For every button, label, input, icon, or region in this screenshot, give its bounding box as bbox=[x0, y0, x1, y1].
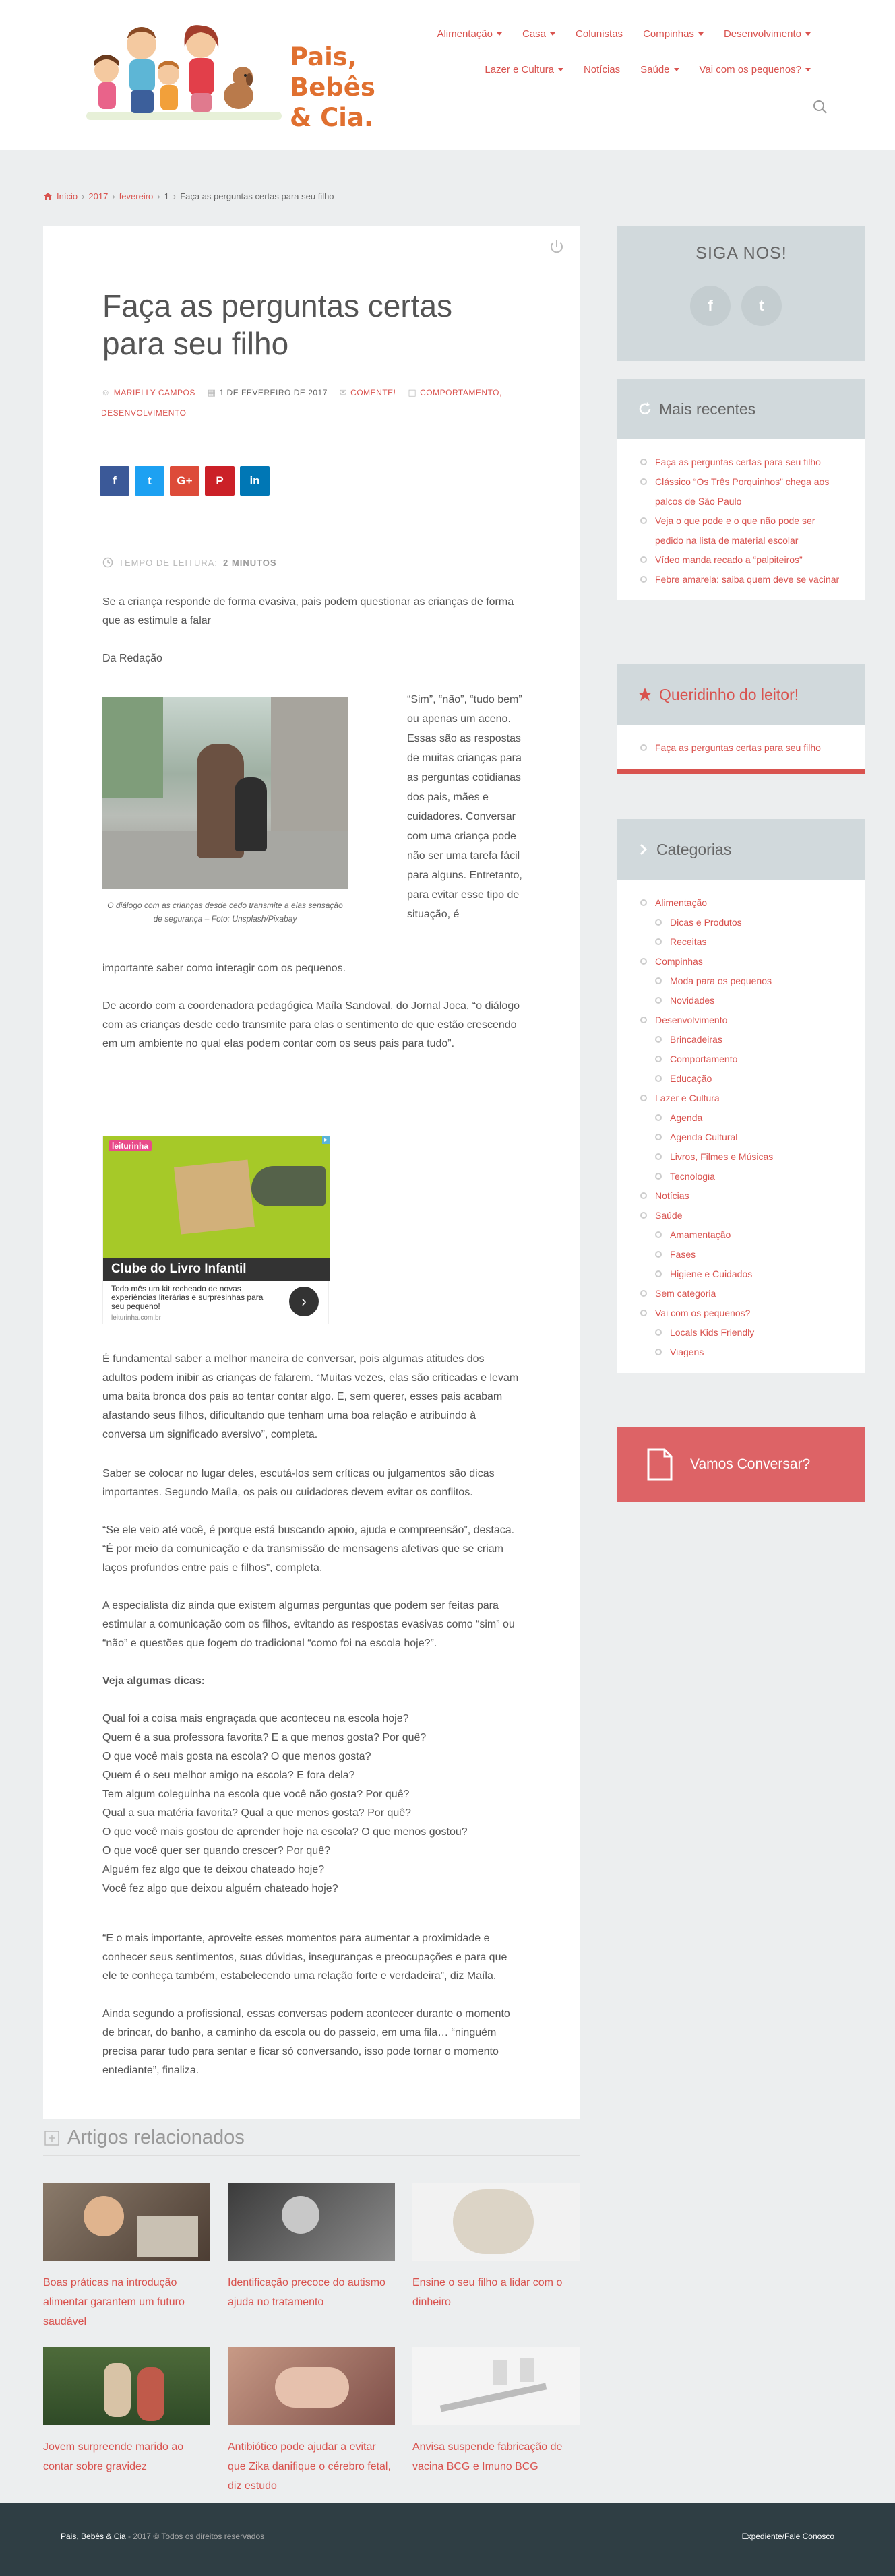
main-nav-row-2 bbox=[474, 64, 821, 75]
caret-down-icon bbox=[674, 68, 679, 71]
related-article-title: Anvisa suspende fabricação de vacina BCG e Imuno BCG bbox=[412, 2441, 563, 2472]
caret-down-icon bbox=[550, 32, 555, 36]
related-article-thumbnail bbox=[412, 2347, 580, 2425]
recent-posts-widget bbox=[617, 379, 865, 600]
subcategory-item[interactable]: Agenda Cultural bbox=[640, 1128, 845, 1147]
related-article-thumbnail bbox=[43, 2183, 210, 2261]
favorite-post-item[interactable]: Faça as perguntas certas para seu filho bbox=[640, 738, 845, 758]
bullet-icon bbox=[640, 958, 647, 965]
related-article-title: Jovem surpreende marido ao contar sobre gravidez bbox=[43, 2441, 184, 2472]
breadcrumb-separator: › bbox=[173, 191, 177, 201]
bullet-icon bbox=[655, 1231, 662, 1238]
favorite-list bbox=[617, 725, 865, 769]
nav-item-desenvolvimento[interactable]: Desenvolvimento bbox=[714, 28, 821, 40]
bullet-icon bbox=[640, 1290, 647, 1297]
follow-facebook-button[interactable] bbox=[690, 286, 731, 326]
footer-copyright: Pais, Bebês & Cia - 2017 © Todos os direitos reservados bbox=[61, 2532, 265, 2541]
bullet-icon bbox=[655, 1056, 662, 1062]
breadcrumb-separator: › bbox=[157, 191, 160, 201]
related-article-title: Boas práticas na introdução alimentar garantem um futuro saudável bbox=[43, 2277, 185, 2327]
meta-category-2[interactable]: DESENVOLVIMENTO bbox=[101, 408, 187, 418]
clock-icon bbox=[102, 557, 113, 568]
bullet-icon bbox=[655, 938, 662, 945]
related-article-thumbnail bbox=[228, 2183, 395, 2261]
bullet-icon bbox=[640, 1310, 647, 1316]
article-paragraph: Ainda segundo a profissional, essas conversas podem acontecer durante o momento de brincar, do banho, a caminho da escola ou do passeio, em uma fila… “ninguém precisa parar tudo para sentar e ficar só conversando, isso pode tornar o momento entediante”, finaliza. bbox=[102, 2008, 510, 2076]
related-article-thumbnail bbox=[228, 2347, 395, 2425]
subcategory-item[interactable]: Fases bbox=[640, 1245, 845, 1264]
subcategory-item[interactable]: Higiene e Cuidados bbox=[640, 1264, 845, 1284]
nav-item-alimentacao[interactable]: Alimentação bbox=[427, 28, 512, 40]
tip-item: Quem é a sua professora favorita? E a que menos gosta? Por quê? bbox=[102, 1732, 427, 1743]
ad-choices-icon[interactable]: ▸ bbox=[322, 1136, 330, 1144]
recent-post-item[interactable]: Febre amarela: saiba quem deve se vacinar bbox=[640, 570, 845, 589]
category-item[interactable]: Sem categoria bbox=[640, 1284, 845, 1303]
share-twitter-button[interactable] bbox=[135, 466, 164, 496]
ad-brand: leiturinha bbox=[109, 1140, 152, 1151]
tips-heading: Veja algumas dicas: bbox=[102, 1675, 206, 1687]
subcategory-item[interactable]: Tecnologia bbox=[640, 1167, 845, 1186]
subcategory-item[interactable]: Amamentação bbox=[640, 1225, 845, 1245]
category-item[interactable]: Lazer e Cultura bbox=[640, 1089, 845, 1108]
family-illustration bbox=[86, 18, 282, 125]
recent-post-item[interactable]: Clássico “Os Três Porquinhos” chega aos palcos de São Paulo bbox=[640, 472, 845, 511]
favorite-heading: Queridinho do leitor! bbox=[617, 664, 865, 725]
article-paragraph: De acordo com a coordenadora pedagógica Maíla Sandoval, do Jornal Joca, “o diálogo com as crianças desde cedo transmite para elas o sentimento de que estão crescendo em um ambiente no qual elas podem contar com os seus pais para tudo”. bbox=[102, 1000, 520, 1050]
recent-post-item[interactable]: Vídeo manda recado a “palpiteiros” bbox=[640, 550, 845, 570]
bullet-icon bbox=[640, 1192, 647, 1199]
meta-category[interactable]: ◫ COMPORTAMENTO, bbox=[408, 383, 501, 403]
follow-widget bbox=[617, 226, 865, 361]
article-photo bbox=[102, 697, 348, 889]
related-article-title: Antibiótico pode ajudar a evitar que Zika danifique o cérebro fetal, diz estudo bbox=[228, 2441, 391, 2492]
reading-time: TEMPO DE LEITURA: 2 MINUTOS bbox=[102, 557, 277, 568]
nav-item-saude[interactable]: Saúde bbox=[630, 64, 689, 75]
recent-post-item[interactable]: Veja o que pode e o que não pode ser pedido na lista de material escolar bbox=[640, 511, 845, 550]
related-article-card[interactable] bbox=[412, 2347, 580, 2476]
bullet-icon bbox=[655, 1153, 662, 1160]
share-google-button[interactable] bbox=[170, 466, 199, 496]
breadcrumb bbox=[43, 191, 334, 201]
related-article-thumbnail bbox=[412, 2183, 580, 2261]
follow-title: SIGA NOS! bbox=[696, 244, 787, 263]
subcategory-item[interactable]: Agenda bbox=[640, 1108, 845, 1128]
bullet-icon bbox=[655, 919, 662, 926]
bullet-icon bbox=[655, 1036, 662, 1043]
article-paragraph: Saber se colocar no lugar deles, escutá-los sem críticas ou julgamentos são dicas importantes. Segundo Maíla, os pais ou cuidadores devem evitar os conflitos. bbox=[102, 1468, 495, 1498]
facebook-icon: f bbox=[113, 474, 117, 487]
google-plus-icon: G+ bbox=[177, 474, 193, 487]
twitter-icon: t bbox=[148, 474, 152, 487]
chevron-right-icon bbox=[638, 843, 650, 856]
footer-contact-link[interactable]: Expediente/Fale Conosco bbox=[741, 2532, 834, 2541]
photo-caption: O diálogo com as crianças desde cedo transmite a elas sensação de segurança – Foto: Unsplash/Pixabay bbox=[107, 901, 343, 924]
bullet-icon bbox=[655, 1173, 662, 1180]
article-byline: Da Redação bbox=[102, 653, 162, 664]
bullet-icon bbox=[655, 1349, 662, 1355]
category-item[interactable]: Compinhas bbox=[640, 952, 845, 971]
ad-image bbox=[103, 1136, 330, 1258]
subcategory-item[interactable]: Dicas e Produtos bbox=[640, 913, 845, 932]
recent-posts-heading: Mais recentes bbox=[617, 379, 865, 439]
meta-author[interactable]: ☺ MARIELLY CAMPOS bbox=[101, 383, 195, 403]
twitter-icon: t bbox=[759, 297, 764, 314]
related-article-card[interactable] bbox=[412, 2183, 580, 2312]
related-article-card[interactable] bbox=[228, 2183, 395, 2312]
related-heading: Artigos relacionados bbox=[43, 2121, 580, 2156]
advertisement[interactable] bbox=[102, 1136, 329, 1324]
tip-item: O que você mais gostou de aprender hoje na escola? O que menos gostou? bbox=[102, 1826, 468, 1838]
share-linkedin-button[interactable] bbox=[240, 466, 270, 496]
ad-description: Todo mês um kit recheado de novas experiências literárias e surpresinhas para seu pequeno! bbox=[111, 1284, 264, 1311]
article-title: Faça as perguntas certas para seu filho bbox=[102, 288, 453, 361]
bullet-icon bbox=[655, 1075, 662, 1082]
tips-list bbox=[102, 1710, 520, 1898]
article-paragraph-intro: “Sim”, “não”, “tudo bem” ou apenas um aceno. Essas são as respostas de muitas crianças para as perguntas cotidianas dos pais, mães e cuidadores. Conversar com uma criança pode não ser uma tarefa fácil para alguns. Entretanto, para evitar esse tipo de situação, é bbox=[407, 694, 522, 920]
article-lead: Se a criança responde de forma evasiva, pais podem questionar as crianças de forma que as estimule a falar bbox=[102, 596, 514, 626]
breadcrumb-separator: › bbox=[112, 191, 115, 201]
favorite-accent-bar bbox=[617, 769, 865, 774]
breadcrumb-current: Faça as perguntas certas para seu filho bbox=[180, 191, 334, 201]
bullet-icon bbox=[640, 899, 647, 906]
tip-item: Tem algum coleguinha na escola que você não gosta? Por quê? bbox=[102, 1789, 410, 1800]
breadcrumb-day[interactable]: 1 bbox=[164, 191, 169, 201]
breadcrumb-month[interactable]: fevereiro bbox=[119, 191, 154, 201]
categories-list bbox=[617, 880, 865, 1373]
logo-wordmark: Pais, Bebês & Cia. bbox=[290, 42, 375, 132]
caret-down-icon bbox=[698, 32, 704, 36]
tip-item: Qual foi a coisa mais engraçada que aconteceu na escola hoje? bbox=[102, 1713, 409, 1725]
tip-item: Você fez algo que deixou alguém chateado hoje? bbox=[102, 1883, 338, 1894]
nav-item-colunistas[interactable]: Colunistas bbox=[576, 28, 623, 40]
bullet-icon bbox=[655, 1134, 662, 1140]
user-icon: ☺ bbox=[101, 387, 111, 397]
site-header bbox=[0, 0, 895, 150]
tip-item: Alguém fez algo que te deixou chateado hoje? bbox=[102, 1864, 325, 1875]
plus-square-icon bbox=[43, 2129, 61, 2147]
ad-url: leiturinha.com.br bbox=[111, 1314, 161, 1322]
category-item[interactable]: Saúde bbox=[640, 1206, 845, 1225]
recent-post-item[interactable]: Faça as perguntas certas para seu filho bbox=[640, 453, 845, 472]
categories-widget bbox=[617, 819, 865, 1373]
article-paragraph: É fundamental saber a melhor maneira de conversar, pois algumas atitudes dos adultos podem inibir as crianças de falarem. “Muitas vezes, elas são criticadas e levam uma baita bronca dos pais ao tentar contar algo. E, sem querer, esses pais acabam afastando seus filhos, dificultando que tenham uma boa relação e atribuindo à conversa um significado aversivo”, completa. bbox=[102, 1353, 519, 1440]
breadcrumb-year[interactable]: 2017 bbox=[88, 191, 109, 201]
meta-comment[interactable]: ✉ COMENTE! bbox=[340, 383, 396, 403]
caret-down-icon bbox=[558, 68, 563, 71]
subcategory-item[interactable]: Locals Kids Friendly bbox=[640, 1323, 845, 1343]
recent-posts-list bbox=[617, 439, 865, 600]
calendar-icon: ▦ bbox=[207, 387, 216, 397]
bullet-icon bbox=[640, 1095, 647, 1101]
search-icon bbox=[811, 98, 829, 116]
nav-item-vai-com-pequenos[interactable]: Vai com os pequenos? bbox=[689, 64, 822, 75]
related-article-thumbnail bbox=[43, 2347, 210, 2425]
ad-title: Clube do Livro Infantil bbox=[103, 1258, 330, 1281]
related-article-title: Ensine o seu filho a lidar com o dinheiro bbox=[412, 2277, 563, 2308]
category-item[interactable]: Desenvolvimento bbox=[640, 1010, 845, 1030]
related-article-title: Identificação precoce do autismo ajuda no tratamento bbox=[228, 2277, 385, 2308]
categories-heading: Categorias bbox=[617, 819, 865, 880]
search-button[interactable] bbox=[811, 98, 829, 116]
subcategory-item[interactable]: Comportamento bbox=[640, 1050, 845, 1069]
document-icon bbox=[647, 1448, 673, 1481]
share-buttons bbox=[100, 466, 270, 496]
site-footer bbox=[0, 2503, 895, 2576]
contact-cta-button[interactable]: Vamos Conversar? bbox=[617, 1427, 865, 1502]
pinterest-icon: P bbox=[216, 474, 224, 487]
bullet-icon bbox=[655, 1329, 662, 1336]
article-paragraph-intro-end: importante saber como interagir com os pequenos. bbox=[102, 963, 346, 974]
nav-item-casa[interactable]: Casa bbox=[512, 28, 565, 40]
bullet-icon bbox=[655, 977, 662, 984]
main-nav-row-1 bbox=[427, 28, 821, 40]
category-item[interactable]: Vai com os pequenos? bbox=[640, 1303, 845, 1323]
power-icon[interactable] bbox=[549, 238, 565, 255]
bullet-icon bbox=[640, 1212, 647, 1219]
chevron-right-icon[interactable]: › bbox=[289, 1287, 319, 1316]
subcategory-item[interactable]: Receitas bbox=[640, 932, 845, 952]
tip-item: Quem é o seu melhor amigo na escola? E fora dela? bbox=[102, 1770, 355, 1781]
article-paragraph: “Se ele veio até você, é porque está buscando apoio, ajuda e compreensão”, destaca. “É por meio da comunicação e da transmissão de mensagens afetivas que se criam laços profundos entre pais e filhos”, completa. bbox=[102, 1524, 515, 1574]
bullet-icon bbox=[655, 997, 662, 1004]
meta-date: ▦ 1 DE FEVEREIRO DE 2017 bbox=[208, 383, 328, 403]
subcategory-item[interactable]: Viagens bbox=[640, 1343, 845, 1362]
related-article-card[interactable] bbox=[228, 2347, 395, 2496]
bullet-icon bbox=[655, 1270, 662, 1277]
home-icon bbox=[43, 192, 53, 201]
nav-item-compinhas[interactable]: Compinhas bbox=[633, 28, 714, 40]
tip-item: Qual a sua matéria favorita? Qual a que menos gosta? Por quê? bbox=[102, 1807, 412, 1819]
nav-item-noticias[interactable]: Notícias bbox=[583, 64, 621, 75]
breadcrumb-home[interactable]: Início bbox=[57, 191, 78, 201]
folder-icon: ◫ bbox=[408, 387, 417, 397]
related-article-card[interactable] bbox=[43, 2347, 210, 2476]
site-logo[interactable] bbox=[86, 18, 375, 132]
linkedin-icon: in bbox=[249, 474, 260, 487]
related-article-card[interactable] bbox=[43, 2183, 210, 2331]
share-facebook-button[interactable] bbox=[100, 466, 129, 496]
bullet-icon bbox=[655, 1251, 662, 1258]
article-paragraph: A especialista diz ainda que existem algumas perguntas que podem ser feitas para estimular a comunicação com os filhos, evitando as respostas evasivas como “sim” ou “não” e questões que fogem do tradicional “como foi na escola hoje?”. bbox=[102, 1600, 515, 1649]
subcategory-item[interactable]: Educação bbox=[640, 1069, 845, 1089]
facebook-icon: f bbox=[708, 297, 713, 314]
breadcrumb-separator: › bbox=[82, 191, 85, 201]
comment-icon: ✉ bbox=[339, 387, 348, 397]
favorite-widget bbox=[617, 664, 865, 774]
subcategory-item[interactable]: Novidades bbox=[640, 991, 845, 1010]
subcategory-item[interactable]: Moda para os pequenos bbox=[640, 971, 845, 991]
tip-item: O que você mais gosta na escola? O que menos gosta? bbox=[102, 1751, 371, 1762]
follow-twitter-button[interactable] bbox=[741, 286, 782, 326]
star-icon bbox=[638, 687, 652, 702]
category-item[interactable]: Alimentação bbox=[640, 893, 845, 913]
share-pinterest-button[interactable] bbox=[205, 466, 235, 496]
refresh-icon bbox=[638, 401, 652, 416]
article-card bbox=[43, 226, 580, 2119]
nav-item-lazer[interactable]: Lazer e Cultura bbox=[474, 64, 574, 75]
article-meta bbox=[101, 383, 532, 423]
caret-down-icon bbox=[497, 32, 502, 36]
tip-item: O que você quer ser quando crescer? Por quê? bbox=[102, 1845, 330, 1857]
caret-down-icon bbox=[805, 68, 811, 71]
category-item[interactable]: Notícias bbox=[640, 1186, 845, 1206]
article-paragraph: “E o mais importante, aproveite esses momentos para aumentar a proximidade e conhecer seus sentimentos, suas dúvidas, inseguranças e preocupações e para que ele te conheça também, estabelecendo uma relação forte e verdadeira”, diz Maíla. bbox=[102, 1933, 507, 1982]
bullet-icon bbox=[640, 1017, 647, 1023]
caret-down-icon bbox=[805, 32, 811, 36]
subcategory-item[interactable]: Brincadeiras bbox=[640, 1030, 845, 1050]
bullet-icon bbox=[655, 1114, 662, 1121]
subcategory-item[interactable]: Livros, Filmes e Músicas bbox=[640, 1147, 845, 1167]
